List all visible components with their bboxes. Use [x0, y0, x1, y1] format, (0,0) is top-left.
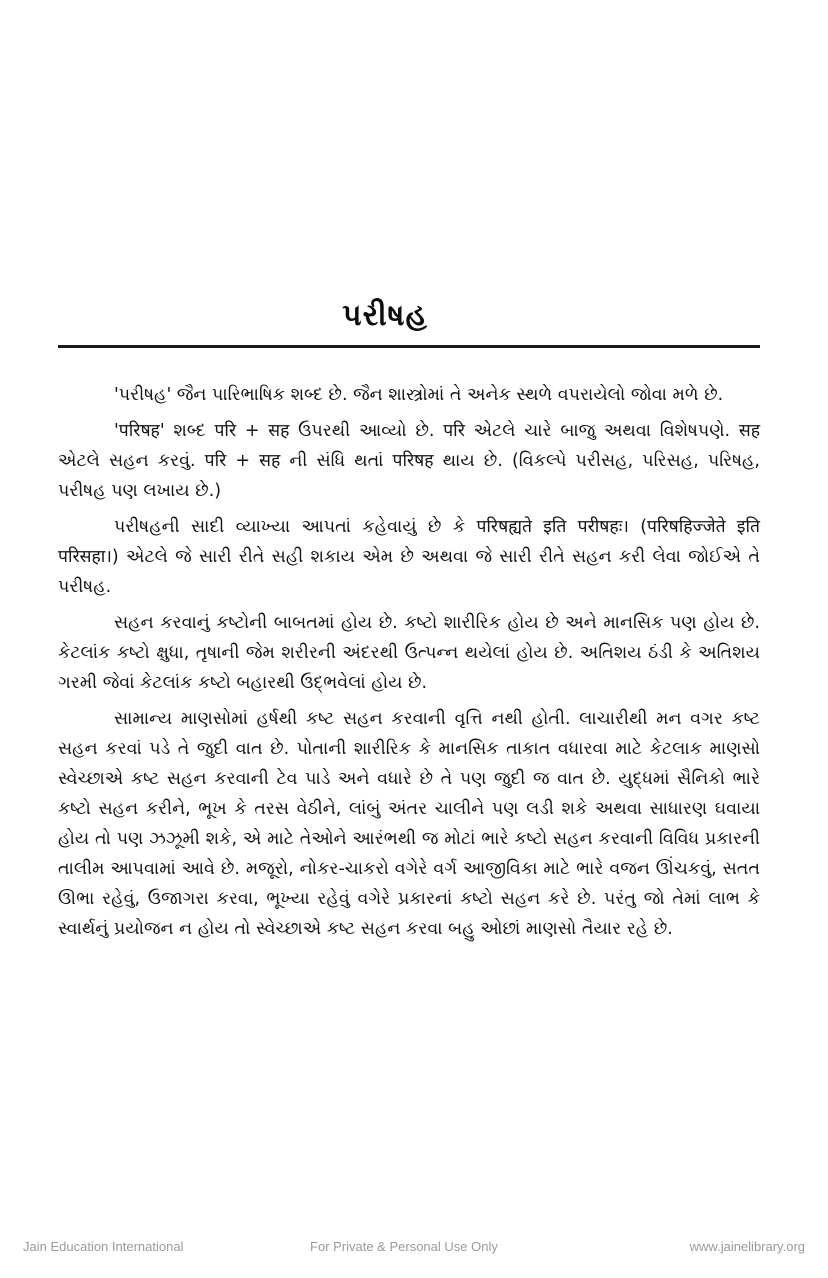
paragraph-3: પરીષહની સાદી વ્યાખ્યા આપતાં કહેવાયું છે કે परिषह्यते इति परीषहः। (परिषहिज्जेते इति परिसहा।) એટલે જે સારી રીતે સહી શકાય એમ છે અથવા જે સારી રીતે સહન કરી લેવા જોઈએ તે પરીષહ.	[58, 517, 760, 597]
paragraph-4: સહન કરવાનું કષ્ટોની બાબતમાં હોય છે. કષ્ટો શારીરિક હોય છે અને માનસિક પણ હોય છે. કેટલાંક કષ્ટો ક્ષુધા, તૃષાની જેમ શરીરની અંદરથી ઉત્પન્ન થયેલાં હોય છે. અતિશય ઠંડી કે અતિશય ગરમી જેવાં કેટલાંક કષ્ટો બહારથી ઉદ્ભવેલાં હોય છે.	[58, 613, 760, 693]
footer-website-link[interactable]: www.jainelibrary.org	[689, 1239, 805, 1254]
page-footer	[0, 1239, 828, 1259]
paragraph-1: 'પરીષહ' જૈન પારિભાષિક શબ્દ છે. જૈન શાસ્ત્રોમાં તે અનેક સ્થળે વપરાયેલો જોવા મળે છે.	[114, 385, 724, 405]
title-underline-rule	[58, 345, 760, 348]
paragraph-2: 'परिषह' શબ્દ परि + सह ઉપરથી આવ્યો છે. परि એટલે ચારે બાજુ અથવા વિશેષપણે. सह એટલે સહન કરવું. परि + सह ની સંધિ થતાં परिषह થાય છે. (વિકલ્પે પરીસહ, પરિસહ, પરિષહ, પરીષહ પણ લખાય છે.)	[58, 421, 760, 501]
paragraph-5: સામાન્ય માણસોમાં હર્ષથી કષ્ટ સહન કરવાની વૃત્તિ નથી હોતી. લાચારીથી મન વગર કષ્ટ સહન કરવાં પડે તે જુદી વાત છે. પોતાની શારીરિક કે માનસિક તાકાત વધારવા માટે કેટલાક માણસો સ્વેચ્છાએ કષ્ટ સહન કરવાની ટેવ પાડે અને વધારે છે તે પણ જુદી જ વાત છે. યુદ્ધમાં સૈનિકો ભારે કષ્ટો સહન કરીને, ભૂખ કે તરસ વેઠીને, લાંબું અંતર ચાલીને પણ લડી શકે અથવા સાધારણ ઘવાયા હોય તો પણ ઝઝૂમી શકે, એ માટે તેઓને આરંભથી જ મોટાં ભારે કષ્ટો સહન કરવાની વિવિધ પ્રકારની તાલીમ આપવામાં આવે છે. મજૂરો, નોકર-ચાકરો વગેરે વર્ગ આજીવિકા માટે ભારે વજન ઊંચકવું, સતત ઊભા રહેવું, ઉજાગરા કરવા, ભૂખ્યા રહેવું વગેરે પ્રકારનાં કષ્ટો સહન કરે છે. પરંતુ જો તેમાં લાભ કે સ્વાર્થનું પ્રયોજન ન હોય તો સ્વેચ્છાએ કષ્ટ સહન કરવા બહુ ઓછાં માણસો તૈયાર રહે છે.	[58, 709, 760, 939]
footer-publisher: Jain Education International	[23, 1239, 184, 1254]
footer-usage-notice: For Private & Personal Use Only	[310, 1239, 498, 1254]
body-text	[58, 380, 760, 950]
page-title: પરીષહ	[342, 298, 428, 333]
